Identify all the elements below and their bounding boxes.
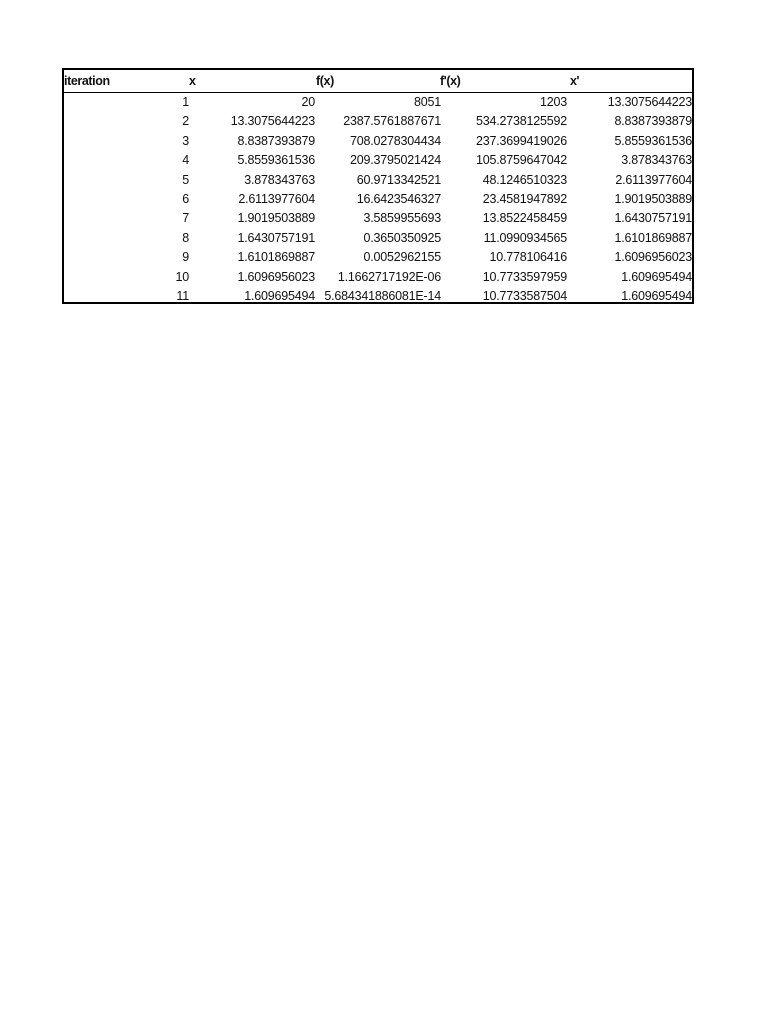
cell-iteration: 4 bbox=[182, 153, 189, 168]
cell-iteration: 2 bbox=[182, 114, 189, 129]
cell-fx: 0.0052962155 bbox=[363, 250, 441, 265]
table-row bbox=[64, 190, 692, 209]
header-x: x bbox=[189, 74, 196, 88]
cell-fprime-x: 10.778106416 bbox=[489, 250, 567, 265]
header-x-next: x' bbox=[570, 74, 580, 88]
table-row bbox=[64, 112, 692, 131]
cell-x-next: 3.878343763 bbox=[621, 153, 692, 168]
cell-fprime-x: 10.7733587504 bbox=[482, 289, 567, 303]
cell-fx: 708.0278304434 bbox=[349, 133, 441, 148]
table-row bbox=[64, 229, 692, 248]
cell-iteration: 1 bbox=[182, 95, 189, 109]
cell-x: 2.6113977604 bbox=[238, 192, 315, 206]
cell-x: 5.8559361536 bbox=[237, 153, 315, 168]
cell-x-next: 1.609695494 bbox=[621, 289, 692, 303]
table-row bbox=[64, 209, 692, 228]
cell-fx: 60.9713342521 bbox=[356, 172, 441, 187]
cell-iteration: 5 bbox=[182, 172, 189, 187]
cell-fprime-x: 105.8759647042 bbox=[475, 153, 567, 168]
cell-x: 13.3075644223 bbox=[230, 114, 315, 129]
cell-fprime-x: 1203 bbox=[539, 95, 567, 109]
cell-fx: 0.3650350925 bbox=[363, 230, 441, 245]
header-fprime-x: f'(x) bbox=[440, 74, 461, 88]
cell-fprime-x: 13.8522458459 bbox=[482, 211, 567, 226]
table-row bbox=[64, 268, 692, 287]
table-row bbox=[64, 248, 692, 267]
cell-x: 1.6101869887 bbox=[237, 250, 315, 265]
cell-fprime-x: 11.0990934565 bbox=[483, 230, 567, 245]
cell-iteration: 8 bbox=[182, 230, 189, 245]
table-row bbox=[64, 93, 692, 112]
cell-x: 20 bbox=[301, 95, 315, 109]
cell-fprime-x: 48.1246510323 bbox=[482, 172, 567, 187]
cell-fx: 1.1662717192E-06 bbox=[337, 269, 441, 284]
cell-fx: 8051 bbox=[413, 95, 441, 109]
cell-x: 3.878343763 bbox=[244, 172, 315, 187]
cell-x-next: 2.6113977604 bbox=[615, 172, 692, 187]
cell-fx: 3.5859955693 bbox=[363, 211, 441, 226]
table-row bbox=[64, 151, 692, 170]
cell-fprime-x: 534.2738125592 bbox=[475, 114, 567, 129]
iteration-table bbox=[62, 68, 694, 304]
cell-x-next: 1.609695494 bbox=[621, 269, 692, 284]
cell-fprime-x: 237.3699419026 bbox=[475, 133, 567, 148]
cell-x: 8.8387393879 bbox=[237, 133, 315, 148]
cell-iteration: 7 bbox=[182, 211, 189, 226]
cell-fprime-x: 10.7733597959 bbox=[482, 269, 567, 284]
table-row bbox=[64, 171, 692, 190]
header-iteration: iteration bbox=[64, 74, 110, 88]
cell-x: 1.6430757191 bbox=[237, 230, 315, 245]
cell-iteration: 6 bbox=[182, 192, 189, 206]
cell-x-next: 5.8559361536 bbox=[614, 133, 692, 148]
cell-x: 1.609695494 bbox=[244, 289, 315, 303]
table-row bbox=[64, 287, 692, 306]
cell-x-next: 13.3075644223 bbox=[607, 95, 692, 109]
cell-x-next: 1.6096956023 bbox=[614, 250, 692, 265]
cell-x-next: 8.8387393879 bbox=[614, 114, 692, 129]
cell-fx: 2387.5761887671 bbox=[343, 114, 441, 129]
cell-x: 1.6096956023 bbox=[237, 269, 315, 284]
table-row bbox=[64, 132, 692, 151]
cell-fx: 5.684341886081E-14 bbox=[324, 289, 441, 303]
cell-x-next: 1.6430757191 bbox=[614, 211, 692, 226]
cell-x-next: 1.9019503889 bbox=[614, 192, 692, 206]
cell-iteration: 10 bbox=[175, 269, 189, 284]
cell-iteration: 11 bbox=[176, 289, 189, 303]
cell-fprime-x: 23.4581947892 bbox=[482, 192, 567, 206]
cell-iteration: 9 bbox=[182, 250, 189, 265]
cell-iteration: 3 bbox=[182, 133, 189, 148]
cell-fx: 209.3795021424 bbox=[349, 153, 441, 168]
cell-fx: 16.6423546327 bbox=[356, 192, 441, 206]
table-header-row bbox=[64, 70, 692, 93]
header-fx: f(x) bbox=[316, 74, 334, 88]
cell-x-next: 1.6101869887 bbox=[614, 230, 692, 245]
cell-x: 1.9019503889 bbox=[237, 211, 315, 226]
